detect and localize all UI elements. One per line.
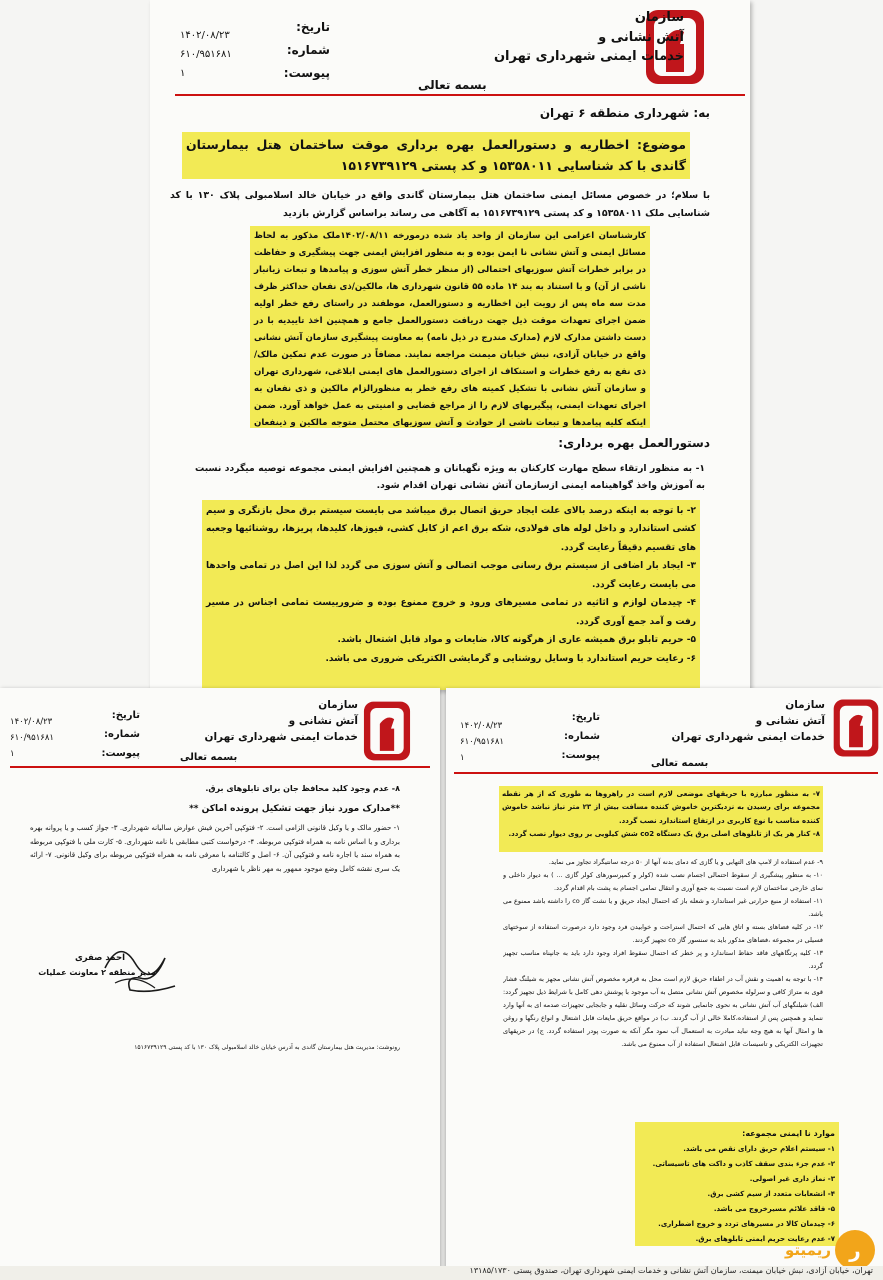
subject: موضوع: اخطاریه و دستورالعمل بهره برداری موقت ساختمان هتل بیمارستان گاندی با کد شناسایی ۱۵۳۵۸۰۱۱ و کد پستی ۱۵۱۶۷۳۹۱۲۹ bbox=[182, 132, 690, 179]
organization-name: سازمان آتش نشانی و خدمات ایمنی شهرداری تهران bbox=[493, 10, 684, 64]
signer-title: مدیر منطقه ۲ معاونت عملیات bbox=[38, 968, 156, 977]
footer-address: تهران، خیابان آزادی، نبش خیابان میمنت، سازمان آتش نشانی و خدمات ایمنی شهرداری تهران، صندوق پستی ۱۳۱۸۵/۱۷۳۰ bbox=[0, 1266, 883, 1280]
page3-item-9: ۹- عدم استفاده از لامپ های التهابی و یا گازی که دمای بدنه آنها از ۵۰ درجه سانتیگراد تجاوز می نماید. bbox=[548, 858, 823, 866]
header-values: ۱۴۰۲/۰۸/۲۳ ۶۱۰/۹۵۱۶۸۱ ۱ bbox=[460, 721, 504, 764]
page2-item-8: ۸- عدم وجود کلید محافظ جان برای تابلوهای برق. bbox=[205, 784, 400, 793]
header-fields: تاریخ: شماره: پیوست: bbox=[101, 710, 140, 759]
watermark-text: ریمیتو bbox=[785, 1241, 831, 1259]
instruction-item-6: ۶- رعایت حریم استاندارد با وسایل روشنایی و گرمایشی الکتریکی ضروری می باشد. bbox=[325, 653, 696, 664]
deficiencies-title: موارد نا ایمنی مجموعه: bbox=[742, 1129, 835, 1138]
deficiency-item: ۵- فاقد علائم مسیرخروج می باشد. bbox=[713, 1205, 835, 1214]
instructions-title: دستورالعمل بهره برداری: bbox=[558, 436, 710, 450]
date-value: ۱۴۰۲/۰۸/۲۳ bbox=[180, 30, 230, 41]
instruction-item-5: ۵- حریم تابلو برق همیشه عاری از هرگونه کالا، ضایعات و مواد قابل اشتعال باشد. bbox=[337, 635, 696, 646]
basmala: بسمه تعالی bbox=[418, 78, 487, 92]
recipient: به: شهرداری منطقه ۶ تهران bbox=[539, 106, 710, 120]
header-values: ۱۴۰۲/۰۸/۲۳ ۶۱۰/۹۵۱۶۸۱ ۱ bbox=[10, 717, 54, 760]
signature-icon bbox=[95, 928, 185, 998]
letter-page-3 bbox=[446, 688, 883, 1280]
instruction-item-1: ۱- به منظور ارتقاء سطح مهارت کارکنان به ویژه نگهبانان و همچنین افزایش ایمنی مجموعه توصیه میگردد نسبت به آموزش واخذ گواهینامه ایمنی ازسازمان آتش نشانی تهران اقدام شود. bbox=[195, 463, 705, 492]
page3-item-11: ۱۱- استفاده از منبع حرارتی غیر استاندارد و شعله باز که احتمال ایجاد حریق و یا نشت گاز co را داشته باشد ممنوع می باشد. bbox=[503, 897, 823, 918]
letter-body: کارشناسان اعزامی این سازمان از واحد یاد شده درمورخه ۱۴۰۲/۰۸/۱۱ملک مذکور به لحاظ مسائل ایمنی و آتش نشانی نا ایمن بوده و به منظور افزایش ایمنی جهت پیشگیری و حفاظت در برابر خطرات آتش سوزیهای احتمالی (از منظر خطر آتش سوزی و پیامدها و تبعات زیانبار ناشی از آن) و با استناد به بند ۱۴ ماده ۵۵ قانون شهرداری ها، مالکین/ذی نفعان حداکثر ظرف مدت سه ماه پس از رویت این اخطاریه و دستورالعمل، موظفند در راستای رفع خطر اولیه ضمن اجرای تعهدات موقت ذیل جهت دریافت دستورالعمل جامع و همچنین اخذ تاییدیه با در دست داشتن مدارک لازم (مدارک مندرج در ذیل نامه) به معاونت پیشگیری سازمان آتش نشانی واقع در خیابان آزادی، نبش خیابان میمنت مراجعه نمایند. مضافاً در صورت عدم تمکین مالک/ذی نفع به رفع خطرات و استنکاف از اجرای دستورالعمل های ایمنی ابلاغی، شهرداری تهران و سازمان آتش نشانی با تشکیل کمیته های رفع خطر به منظورالزام مالکین و ذی نفعان به اجرای تعهدات ایمنی، پیگیریهای لازم را از مراجع قضایی و امنیتی به عمل خواهد آورد. ضمن اینکه کلیه پیامدها و تبعات ناشی از حوادث و آتش سوزیهای محتمل متوجه مالکین و ذینفعان bbox=[250, 226, 650, 428]
basmala: بسمه تعالی bbox=[180, 752, 238, 763]
instruction-item-2: ۲- با توجه به اینکه درصد بالای علت ایجاد حریق اتصال برق میباشد می بایست سیستم برق محل بازنگری و سیم کشی استاندارد و داخل لوله های فولادی، شکه برق اعم از کابل کشی، فیوزها، کلیدها، پریزها، روشنائیها وجعبه های تقسیم دقیقاً رعایت گردد. bbox=[206, 506, 696, 553]
letter-page-1 bbox=[150, 0, 750, 690]
page3-item-8: ۸- کنار هر یک از تابلوهای اصلی برق یک دستگاه co2 شش کیلویی بر روی دیوار نصب گردد. bbox=[508, 829, 820, 838]
basmala: بسمه تعالی bbox=[651, 758, 709, 769]
number-value: ۶۱۰/۹۵۱۶۸۱ bbox=[180, 49, 232, 60]
fire-department-logo-icon bbox=[362, 700, 412, 762]
deficiency-item: ۲- عدم جزء بندی سقف کاذب و داکت های تاسیساتی. bbox=[652, 1160, 835, 1169]
deficiency-item: ۳- نماز داری غیر اصولی. bbox=[749, 1175, 835, 1184]
number-label: شماره: bbox=[286, 42, 330, 57]
page3-item-10: ۱۰- به منظور پیشگیری از سقوط احتمالی اجسام نصب شده (کولر و کمپرسورهای کولر گازی ... ) به دیوار داخلی و نمای خارجی ساختمان لازم است نسبت به جمع آوری و انتقال تمامی اجسام به پشت بام اقدام گردد. bbox=[503, 871, 823, 892]
page3-item-14: ۱۴- با توجه به اهمیت و نقش آب در اطفاء حریق لازم است محل به قرقره مخصوص آتش نشانی مجهز به شیلنگ فشار قوی به متراژ کافی و سرلوله مخصوص آتش نشانی متصل به آب موجود با پوشش دهی کامل با شرایط ذیل تجهیز گردد: الف) شیلنگهای آب آتش نشانی به نحوی جانمایی شوند که حرکت وسائل نقلیه و جابجایی تجهیزات صدمه ای به آنها وارد ننماید و همچنین پس از استفاده،کاملا خالی از آب گردند. ب) در مواقع حریق مایعات قابل اشتعال و انواع رنگها و روغن ها و امثال آنها به هیچ وجه نباید مبادرت به استعمال آب نمود مگر آنکه به صورت پودر استفاده گردد. ج) در حریقهای تجهیزات الکتریکی و تاسیسات قابل اشتعال استفاده از آب ممنوع می باشد. bbox=[503, 975, 823, 1048]
header-fields: تاریخ: شماره: پیوست: bbox=[561, 712, 600, 761]
instruction-item-3: ۳- ایجاد بار اضافی از سیستم برق رسانی موجب اتصالی و آتش سوزی می گردد لذا این اصل در تمامی واحدها می بایست رعایت گردد. bbox=[206, 561, 696, 590]
letter-page-2 bbox=[0, 688, 440, 1280]
letter-intro: با سلام؛ در خصوص مسائل ایمنی ساختمان هتل بیمارستان گاندی واقع در خیابان خالد اسلامبولی پلاک ۱۳۰ با کد شناسایی ملک ۱۵۳۵۸۰۱۱ و کد پستی ۱۵۱۶۷۳۹۱۲۹ به آگاهی می رساند براساس گزارش بازدید bbox=[170, 190, 711, 220]
header-divider bbox=[10, 766, 430, 768]
instruction-item-4: ۴- چیدمان لوازم و اثاثیه در تمامی مسیرهای ورود و خروج ممنوع بوده و ضرورییست تمامی اجناس در مسیر رفت و آمد جمع آوری گردد. bbox=[206, 598, 696, 627]
deficiency-item: ۴- انشعابات متعدد از سیم کشی برق. bbox=[707, 1190, 835, 1199]
watermark-logo-icon: ر bbox=[835, 1230, 875, 1270]
attach-label: پیوست: bbox=[283, 65, 330, 80]
page3-item-13: ۱۳- کلیه پرتگاههای فاقد حفاظ استاندارد و پر خطر که احتمال سقوط افراد وجود دارد باید به جانپناه مناسب تجهیز گردد. bbox=[503, 949, 823, 970]
carbon-copy: رونوشت: مدیریت هتل بیمارستان گاندی به آدرس خیابان خالد اسلامبولی پلاک ۱۳۰ با کد پستی ۱۵۱۶۷۳۹۱۲۹ bbox=[134, 1044, 400, 1051]
attach-value: ۱ bbox=[180, 68, 186, 79]
date-label: تاریخ: bbox=[296, 20, 330, 34]
header-divider bbox=[175, 94, 745, 96]
signer-name: احمد صفری bbox=[74, 953, 126, 963]
header-fields bbox=[270, 16, 330, 84]
page3-item-7: ۷- به منظور مبارزه با حریقهای موضعی لازم است در راهروها به طوری که از هر نقطه مجموعه برای رسیدن به نزدیکترین خاموش کننده مسافت بیش از ۲۳ متر نیاز نباشد خاموش کننده مناسب با نوع کاربری در ارتفاع استاندارد نصب گردد. bbox=[502, 790, 820, 825]
watermark bbox=[785, 1230, 875, 1270]
deficiency-item: ۱- سیستم اعلام حریق دارای نقص می باشد. bbox=[683, 1145, 835, 1154]
header-divider bbox=[454, 772, 878, 774]
fire-department-logo-icon bbox=[832, 698, 880, 758]
instruction-items-block bbox=[202, 500, 700, 690]
deficiency-item: ۷- عدم رعایت حریم ایمنی تابلوهای برق. bbox=[695, 1235, 835, 1244]
page3-items bbox=[503, 856, 823, 1114]
organization-name: سازمان آتش نشانی و خدمات ایمنی شهرداری تهران bbox=[671, 699, 825, 743]
header-values bbox=[180, 26, 270, 83]
deficiencies-block bbox=[635, 1122, 839, 1246]
page3-highlight-block bbox=[499, 786, 823, 852]
documents-title: **مدارک مورد نیاز جهت تشکیل پرونده اماکن ** bbox=[189, 804, 400, 814]
page3-item-12: ۱۲- در کلیه فضاهای بسته و اتاق هایی که احتمال استراحت و خوابیدن فرد وجود دارد درصورت استفاده از سوختهای فسیلی در مجموعه ،فضاهای مذکور باید به سنسور گاز co تجهیز گردند. bbox=[503, 923, 823, 944]
deficiency-item: ۶- چیدمان کالا در مسیرهای تردد و خروج اضطراری. bbox=[658, 1220, 835, 1229]
documents-list: ۱- حضور مالک و یا وکیل قانونی الزامی است. ۲- فتوکپی آخرین فیش عوارض سالیانه شهرداری. ۳- جواز کسب و یا پروانه بهره برداری و یا اساس نامه به همراه فتوکپی مربوطه. ۴- درخواست کتبی مطابقی با نامه شهرداری. ۵- کارت ملی با فتوکپی مربوطه به همراه سند یا اجاره نامه و فتوکپی آن. ۶- اصل و کالتنامه با معرفی نامه به همراه فتوکپی مربوطه برای وکیل قانونی. ۷- ارائه یک سری نقشه کامل وضع موجود ممهور به مهر ناظر یا شهرداری bbox=[30, 824, 400, 873]
organization-name: سازمان آتش نشانی و خدمات ایمنی شهرداری تهران bbox=[204, 699, 358, 743]
